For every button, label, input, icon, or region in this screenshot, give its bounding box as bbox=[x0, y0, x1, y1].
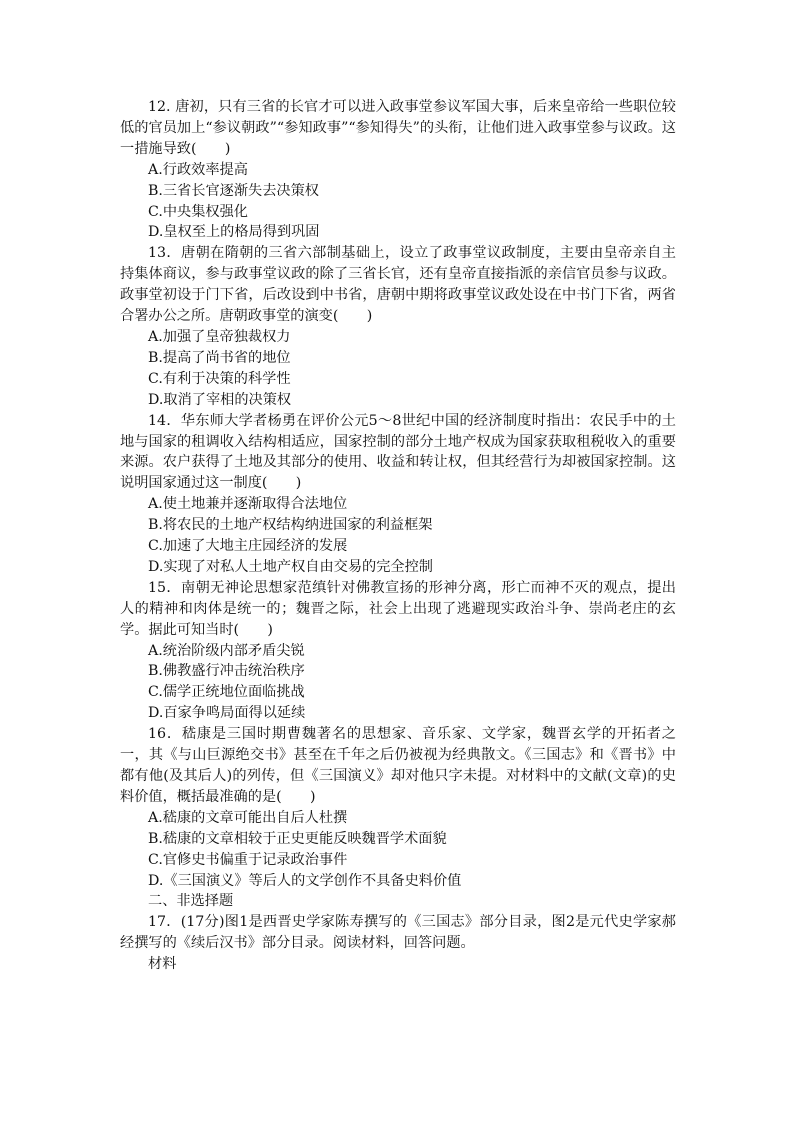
document-body bbox=[120, 97, 676, 975]
question-12-option-b: B.三省长官逐渐失去决策权 bbox=[148, 182, 319, 199]
question-14 bbox=[120, 411, 676, 578]
material-label: 材料 bbox=[148, 956, 177, 973]
question-13-stem: 13．唐朝在隋朝的三省六部制基础上，设立了政事堂议政制度，主要由皇帝亲自主持集体商议，参与政事堂议政的除了三省长官，还有皇帝直接指派的亲信官员参与议政。政事堂初设于门下省，后改设到中书省，唐朝中期将政事堂议政处设在中书门下省，两省合署办公之所。唐朝政事堂的演变( ) bbox=[120, 245, 676, 325]
question-14-option-d: D.实现了对私人土地产权自由交易的完全控制 bbox=[148, 558, 433, 575]
question-13-option-c: C.有利于决策的科学性 bbox=[148, 370, 291, 387]
question-16-option-b: B.嵇康的文章相较于正史更能反映魏晋学术面貌 bbox=[148, 830, 447, 847]
question-14-option-c: C.加速了大地主庄园经济的发展 bbox=[148, 538, 348, 555]
question-16 bbox=[120, 724, 676, 891]
question-15 bbox=[120, 578, 676, 724]
question-15-option-c: C.儒学正统地位面临挑战 bbox=[148, 684, 305, 701]
question-17-stem: 17．(17分)图1是西晋史学家陈寿撰写的《三国志》部分目录，图2是元代史学家郝经撰写的《续后汉书》部分目录。阅读材料，回答问题。 bbox=[120, 914, 676, 952]
question-12-option-c: C.中央集权强化 bbox=[148, 203, 248, 220]
question-17 bbox=[120, 912, 676, 975]
question-13-option-b: B.提高了尚书省的地位 bbox=[148, 349, 291, 366]
question-15-stem: 15．南朝无神论思想家范缜针对佛教宣扬的形神分离，形亡而神不灭的观点，提出人的精神和肉体是统一的；魏晋之际，社会上出现了逃避现实政治斗争、崇尚老庄的玄学。据此可知当时( ) bbox=[120, 579, 676, 638]
question-15-option-d: D.百家争鸣局面得以延续 bbox=[148, 705, 306, 722]
question-12-option-d: D.皇权至上的格局得到巩固 bbox=[148, 224, 320, 241]
question-16-option-a: A.嵇康的文章可能出自后人杜撰 bbox=[148, 809, 348, 826]
question-13 bbox=[120, 243, 676, 410]
question-16-option-c: C.官修史书偏重于记录政治事件 bbox=[148, 851, 348, 868]
question-12-stem: 12. 唐初，只有三省的长官才可以进入政事堂参议军国大事，后来皇帝给一些职位较低的官员加上“参议朝政”“参知政事”“参知得失”的头衔，让他们进入政事堂参与议政。这一措施导致( ) bbox=[120, 99, 676, 157]
question-14-option-a: A.使土地兼并逐渐取得合法地位 bbox=[148, 496, 348, 513]
question-13-option-a: A.加强了皇帝独裁权力 bbox=[148, 328, 291, 345]
question-12-option-a: A.行政效率提高 bbox=[148, 161, 248, 178]
question-14-stem: 14．华东师大学者杨勇在评价公元5～8世纪中国的经济制度时指出：农民手中的土地与国家的租调收入结构相适应，国家控制的部分土地产权成为国家获取租税收入的重要来源。农户获得了土地及其部分的使用、收益和转让权，但其经营行为却被国家控制。这说明国家通过这一制度( ) bbox=[120, 412, 676, 492]
section-heading: 二、非选择题 bbox=[148, 893, 234, 910]
question-15-option-a: A.统治阶级内部矛盾尖锐 bbox=[148, 642, 305, 659]
question-16-stem: 16．嵇康是三国时期曹魏著名的思想家、音乐家、文学家，魏晋玄学的开拓者之一，其《与山巨源绝交书》甚至在千年之后仍被视为经典散文。《三国志》和《晋书》中都有他(及其后人)的列传，但《三国演义》却对他只字未提。对材料中的文献(文章)的史料价值，概括最准确的是( ) bbox=[120, 726, 676, 805]
question-15-option-b: B.佛教盛行冲击统治秩序 bbox=[148, 663, 305, 680]
question-13-option-d: D.取消了宰相的决策权 bbox=[148, 391, 292, 408]
question-16-option-d: D.《三国演义》等后人的文学创作不具备史料价值 bbox=[148, 872, 462, 889]
question-14-option-b: B.将农民的土地产权结构纳进国家的利益框架 bbox=[148, 517, 433, 534]
question-12 bbox=[120, 97, 676, 243]
